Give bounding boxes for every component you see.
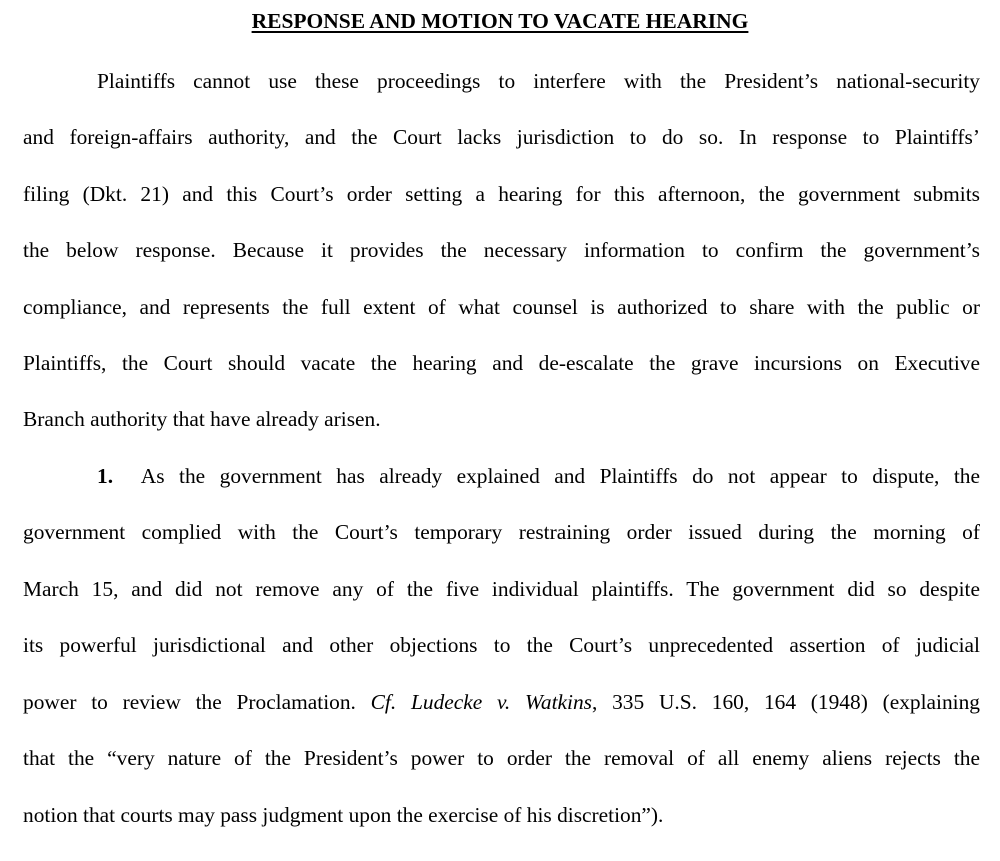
document-title xyxy=(0,6,1000,36)
paragraph-1-line-1: Plaintiffs cannot use these proceedings to interfere with the President’s national-security xyxy=(97,69,980,93)
paragraph-2-line-5-rest: , 335 U.S. 160, 164 (1948) (explaining xyxy=(591,690,980,714)
case-citation: Cf. Ludecke v. Watkins xyxy=(370,690,592,714)
paragraph-2-line-7: notion that courts may pass judgment upon the exercise of his discretion”). xyxy=(23,803,664,827)
paragraph-1-line-4: the below response. Because it provides the necessary information to confirm the government’s xyxy=(23,238,980,262)
paragraph-1-line-5: compliance, and represents the full extent of what counsel is authorized to share with the public or xyxy=(23,295,980,319)
paragraph-2-number: 1. xyxy=(97,464,114,488)
paragraph-2-line-3: March 15, and did not remove any of the five individual plaintiffs. The government did so despite xyxy=(23,577,980,601)
paragraph-2-line-1 xyxy=(97,461,980,491)
paragraph-2-line-2: government complied with the Court’s temporary restraining order issued during the morning of xyxy=(23,520,980,544)
paragraph-1-line-7: Branch authority that have already arisen. xyxy=(23,407,381,431)
paragraph-1-line-6: Plaintiffs, the Court should vacate the hearing and de-escalate the grave incursions on Executive xyxy=(23,351,980,375)
paragraph-2-line-5 xyxy=(23,687,980,717)
paragraph-2-line-5-text: power to review the Proclamation. xyxy=(23,690,371,714)
paragraph-2-line-1-text: As the government has already explained and Plaintiffs do not appear to dispute, the xyxy=(140,464,980,488)
paragraph-1-line-3: filing (Dkt. 21) and this Court’s order setting a hearing for this afternoon, the government submits xyxy=(23,182,980,206)
document-title-text: RESPONSE AND MOTION TO VACATE HEARING xyxy=(251,9,749,33)
paragraph-2-line-6: that the “very nature of the President’s power to order the removal of all enemy aliens rejects the xyxy=(23,746,980,770)
paragraph-1-line-2: and foreign-affairs authority, and the Court lacks jurisdiction to do so. In response to Plaintiffs’ xyxy=(23,125,980,149)
paragraph-2-line-4: its powerful jurisdictional and other objections to the Court’s unprecedented assertion of judicial xyxy=(23,633,980,657)
